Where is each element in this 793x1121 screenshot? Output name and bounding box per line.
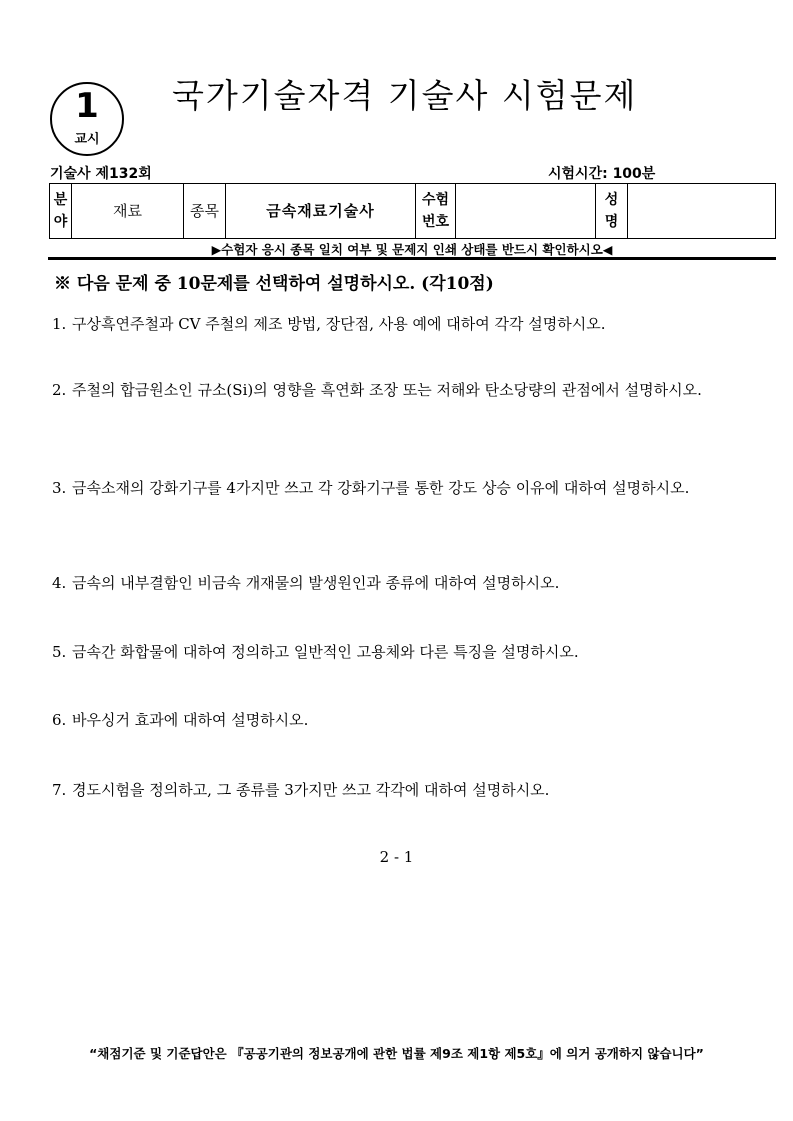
question-item	[52, 473, 752, 503]
name-label-bottom: 명	[604, 214, 619, 230]
question-text: 주철의 합금원소인 규소(Si)의 영향을 흑연화 조장 또는 저해와 탄소당량의 관점에서 설명하시오.	[72, 381, 702, 399]
exam-info-table	[49, 183, 776, 239]
exam-time: 시험시간: 100분	[548, 166, 656, 182]
question-number: 2.	[52, 381, 67, 399]
name-value-cell[interactable]	[628, 184, 776, 239]
question-item	[52, 637, 752, 667]
exam-no-label-cell	[416, 184, 456, 239]
exam-no-label-top: 수험	[421, 192, 450, 208]
question-text: 경도시험을 정의하고, 그 종류를 3가지만 쓰고 각각에 대하여 설명하시오.	[72, 781, 550, 799]
question-number: 4.	[52, 574, 67, 592]
question-number: 5.	[52, 643, 67, 661]
question-number: 3.	[52, 479, 67, 497]
question-number: 1.	[52, 315, 67, 333]
name-label-top: 성	[604, 192, 619, 208]
question-item	[52, 705, 752, 735]
page-number: 2 - 1	[379, 848, 414, 866]
question-number: 6.	[52, 711, 67, 729]
question-text: 바우싱거 효과에 대하여 설명하시오.	[72, 711, 309, 729]
footer-note: “채점기준 및 기준답안은 『공공기관의 정보공개에 관한 법률 제9조 제1항 제5호』에 의거 공개하지 않습니다”	[89, 1046, 704, 1061]
question-item	[52, 375, 752, 405]
category-label-cell: 종목	[184, 184, 226, 239]
category-value-cell: 금속재료기술사	[226, 184, 416, 239]
field-value-cell: 재료	[72, 184, 184, 239]
question-number: 7.	[52, 781, 67, 799]
name-label-cell	[596, 184, 628, 239]
field-label-bottom: 야	[53, 214, 68, 230]
exam-round: 기술사 제132회	[50, 166, 152, 182]
exam-no-label-bottom: 번호	[421, 214, 450, 230]
exam-no-value-cell[interactable]	[456, 184, 596, 239]
question-item	[52, 775, 752, 805]
session-label: 교시	[74, 132, 100, 147]
notice: ▶수험자 응시 종목 일치 여부 및 문제지 인쇄 상태를 반드시 확인하시오◀	[211, 242, 613, 257]
question-text: 금속간 화합물에 대하여 정의하고 일반적인 고용체와 다른 특징을 설명하시오.	[72, 643, 579, 661]
question-text: 금속의 내부결함인 비금속 개재물의 발생원인과 종류에 대하여 설명하시오.	[72, 574, 560, 592]
session-number: 1	[75, 86, 99, 126]
question-item	[52, 309, 752, 339]
question-text: 금속소재의 강화기구를 4가지만 쓰고 각 강화기구를 통한 강도 상승 이유에 대하여 설명하시오.	[72, 479, 690, 497]
instruction: ※ 다음 문제 중 10문제를 선택하여 설명하시오. (각10점)	[54, 274, 494, 294]
page-title: 국가기술자격 기술사 시험문제	[172, 76, 638, 115]
divider	[48, 257, 776, 260]
field-label-cell	[50, 184, 72, 239]
question-item	[52, 568, 752, 598]
field-label-top: 분	[53, 192, 68, 208]
session-badge	[50, 82, 124, 156]
question-text: 구상흑연주철과 CV 주철의 제조 방법, 장단점, 사용 예에 대하여 각각 설명하시오.	[72, 315, 606, 333]
